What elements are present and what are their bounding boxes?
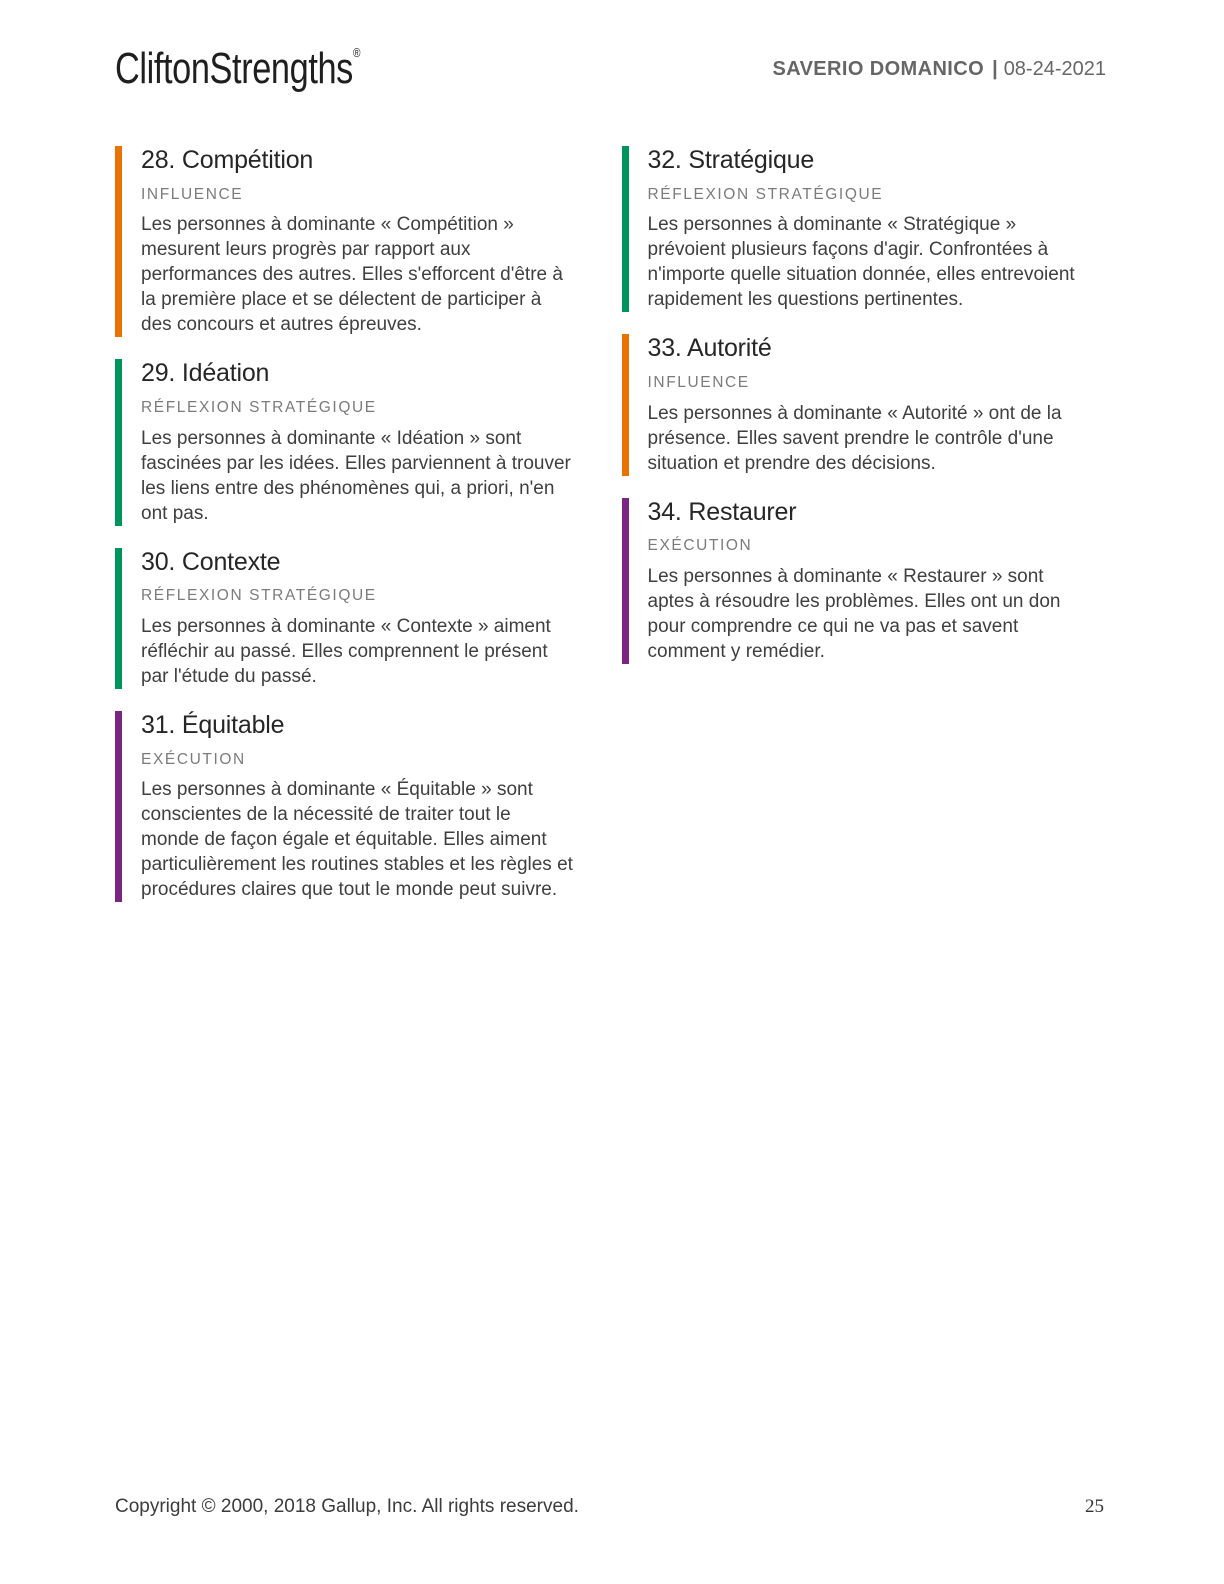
entry-body <box>122 359 574 525</box>
strength-title: 34. Restaurer <box>647 497 797 526</box>
page-number: 25 <box>1085 1496 1104 1517</box>
page-footer <box>115 1496 1104 1518</box>
entry-body <box>629 334 1081 475</box>
category-color-bar <box>115 548 122 689</box>
strength-title: 31. Équitable <box>141 711 285 740</box>
strength-entry-29-ideation <box>115 359 602 525</box>
strength-entry-28-competition <box>115 146 602 337</box>
category-color-bar <box>115 146 122 337</box>
strength-title: 29. Idéation <box>141 359 270 388</box>
entry-body <box>629 146 1081 312</box>
strength-title: 32. Stratégique <box>647 146 815 174</box>
strength-description: Les personnes à dominante « Idéation » sont fascinées par les idées. Elles parviennent à trouver les liens entre des phénomènes qui, a priori, n'en ont pas. <box>141 427 571 524</box>
strength-entry-31-equitable <box>115 711 602 902</box>
strength-category-label: RÉFLEXION STRATÉGIQUE <box>141 587 377 605</box>
strength-description: Les personnes à dominante « Équitable » sont conscientes de la nécessité de traiter tout le monde de façon égale et équitable. Elles aiment particulièrement les routines stables et les règles et procédures claires que tout le monde peut suivre. <box>141 779 573 901</box>
copyright-notice: Copyright © 2000, 2018 Gallup, Inc. All rights reserved. <box>115 1496 579 1517</box>
strength-description: Les personnes à dominante « Autorité » ont de la présence. Elles savent prendre le contrôle d'une situation et prendre des décisions. <box>647 402 1062 474</box>
entry-body <box>122 711 574 902</box>
entry-body <box>122 548 574 689</box>
meta-separator: | <box>992 58 998 80</box>
strength-category-label: EXÉCUTION <box>647 537 753 555</box>
cliftonstrengths-logo <box>115 46 360 91</box>
category-color-bar <box>622 498 629 664</box>
report-meta <box>772 58 1106 81</box>
strength-description: Les personnes à dominante « Compétition » mesurent leurs progrès par rapport aux performances des autres. Elles s'efforcent d'être à la première place et se délectent de participer à des concours et autres épreuves. <box>141 214 563 336</box>
strength-description: Les personnes à dominante « Contexte » aiment réfléchir au passé. Elles comprennent le présent par l'étude du passé. <box>141 616 551 688</box>
strength-description: Les personnes à dominante « Stratégique » prévoient plusieurs façons d'agir. Confrontées à n'importe quelle situation donnée, elles entrevoient rapidement les questions pertinentes. <box>647 214 1075 311</box>
strength-category-label: INFLUENCE <box>647 374 750 392</box>
report-date: 08-24-2021 <box>1003 58 1106 80</box>
strength-entry-32-strategique <box>622 146 1109 312</box>
page-header <box>115 46 1106 91</box>
strength-title: 30. Contexte <box>141 547 281 576</box>
registered-trademark-symbol: ® <box>352 45 361 60</box>
strength-entry-33-autorite <box>622 334 1109 475</box>
report-owner-name: SAVERIO DOMANICO <box>772 58 985 80</box>
strength-entry-30-contexte <box>115 548 602 689</box>
strength-category-label: RÉFLEXION STRATÉGIQUE <box>141 399 377 417</box>
strength-entry-34-restaurer <box>622 498 1109 664</box>
category-color-bar <box>115 711 122 902</box>
strength-category-label: INFLUENCE <box>141 185 244 203</box>
right-column <box>622 146 1109 686</box>
category-color-bar <box>622 146 629 312</box>
strength-title: 33. Autorité <box>647 334 772 363</box>
strength-category-label: RÉFLEXION STRATÉGIQUE <box>647 185 884 203</box>
strengths-list <box>115 146 1108 924</box>
category-color-bar <box>115 359 122 525</box>
strength-title: 28. Compétition <box>141 146 314 174</box>
strength-description: Les personnes à dominante « Restaurer » sont aptes à résoudre les problèmes. Elles ont un don pour comprendre ce qui ne va pas et savent comment y remédier. <box>647 566 1061 663</box>
strength-category-label: EXÉCUTION <box>141 750 246 768</box>
left-column <box>115 146 602 924</box>
category-color-bar <box>622 334 629 475</box>
entry-body <box>122 146 574 337</box>
brand-name: CliftonStrengths <box>115 44 353 93</box>
entry-body <box>629 498 1081 664</box>
